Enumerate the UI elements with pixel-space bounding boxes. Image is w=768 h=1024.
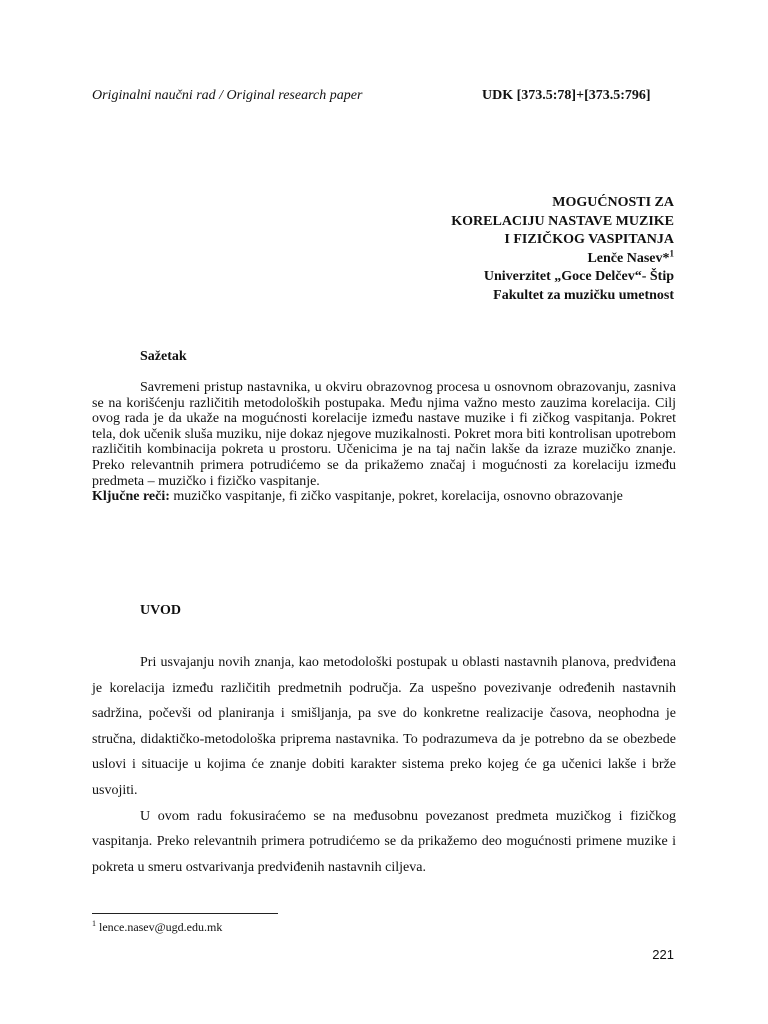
- title-block: [451, 194, 674, 305]
- abstract-heading: Sažetak: [140, 349, 187, 364]
- author-faculty: Fakultet za muzičku umetnost: [493, 287, 674, 303]
- paper-title-line-1: MOGUĆNOSTI ZA: [552, 195, 674, 210]
- footnote-email: lence.nasev@ugd.edu.mk: [99, 920, 223, 934]
- author-name: Lenče Nasev*: [587, 250, 670, 266]
- abstract: [92, 380, 676, 505]
- footnote-separator: [92, 913, 278, 914]
- paper-type-label: Originalni naučni rad / Original research paper: [92, 88, 363, 103]
- abstract-text: Savremeni pristup nastavnika, u okviru obrazovnog procesa u osnovnom obrazovanju, zasniva se na korišćenju različitih metodoloških postupaka. Među njima važno mesto zauzima korelacija. Cilj ovog rada je da ukaže na mogućnosti korelacije između nastave muzike i fi zičkog vaspitanja. Pokret tela, dok učenik sluša muziku, nije dokaz njegove muzikalnosti. Pokret mora biti kontrolisan upotrebom različitih kombinacija pokreta u prostoru. Učenicima je na taj način lakše da izraze muzičko znanje. Preko relevantnih primera potrudićemo se da prikažemo značaj i mogućnosti za korelaciju između predmeta – muzičko i fizičko vaspitanje.: [92, 380, 676, 489]
- intro-paragraph: U ovom radu fokusiraćemo se na međusobnu povezanost predmeta muzičkog i fizičkog vaspitanja. Preko relevantnih primera potrudićemo se da prikažemo deo mogućnosti primene muzike i pokreta u smeru ostvarivanja predviđenih nastavnih ciljeva.: [92, 808, 676, 875]
- keywords: [92, 489, 676, 505]
- intro-heading: UVOD: [140, 603, 181, 618]
- footnote-mark: 1: [92, 919, 96, 928]
- author-footnote-mark: 1: [669, 247, 674, 258]
- udk-code: UDK [373.5:78]+[373.5:796]: [482, 88, 651, 103]
- page-number: 221: [652, 947, 674, 962]
- paper-title-line-3: I FIZIČKOG VASPITANJA: [504, 232, 674, 247]
- paper-title-line-2: KORELACIJU NASTAVE MUZIKE: [451, 213, 674, 229]
- keywords-text: muzičko vaspitanje, fi zičko vaspitanje, pokret, korelacija, osnovno obrazovanje: [173, 489, 623, 505]
- intro-paragraph: Pri usvajanju novih znanja, kao metodološki postupak u oblasti nastavnih planova, predviđena je korelacija između različitih predmetnih područja. Za uspešno povezivanje određenih nastavnih sadržina, počevši od planiranja i smišljanja, pa sve do konkretne realizacije časova, neophodna je stručna, didaktičko-metodološka priprema nastavnika. To podrazumeva da je potrebno da se obezbede uslovi i situacije u kojima će znanje dobiti karakter sistema preko kojeg će ga učenici lakše i brže usvojiti.: [92, 655, 676, 798]
- intro-body: [92, 650, 676, 880]
- author-university: Univerzitet „Goce Delčev“- Štip: [483, 269, 674, 284]
- footnote: [92, 920, 222, 935]
- keywords-label: Ključne reči:: [92, 489, 170, 505]
- author-line: [451, 247, 674, 269]
